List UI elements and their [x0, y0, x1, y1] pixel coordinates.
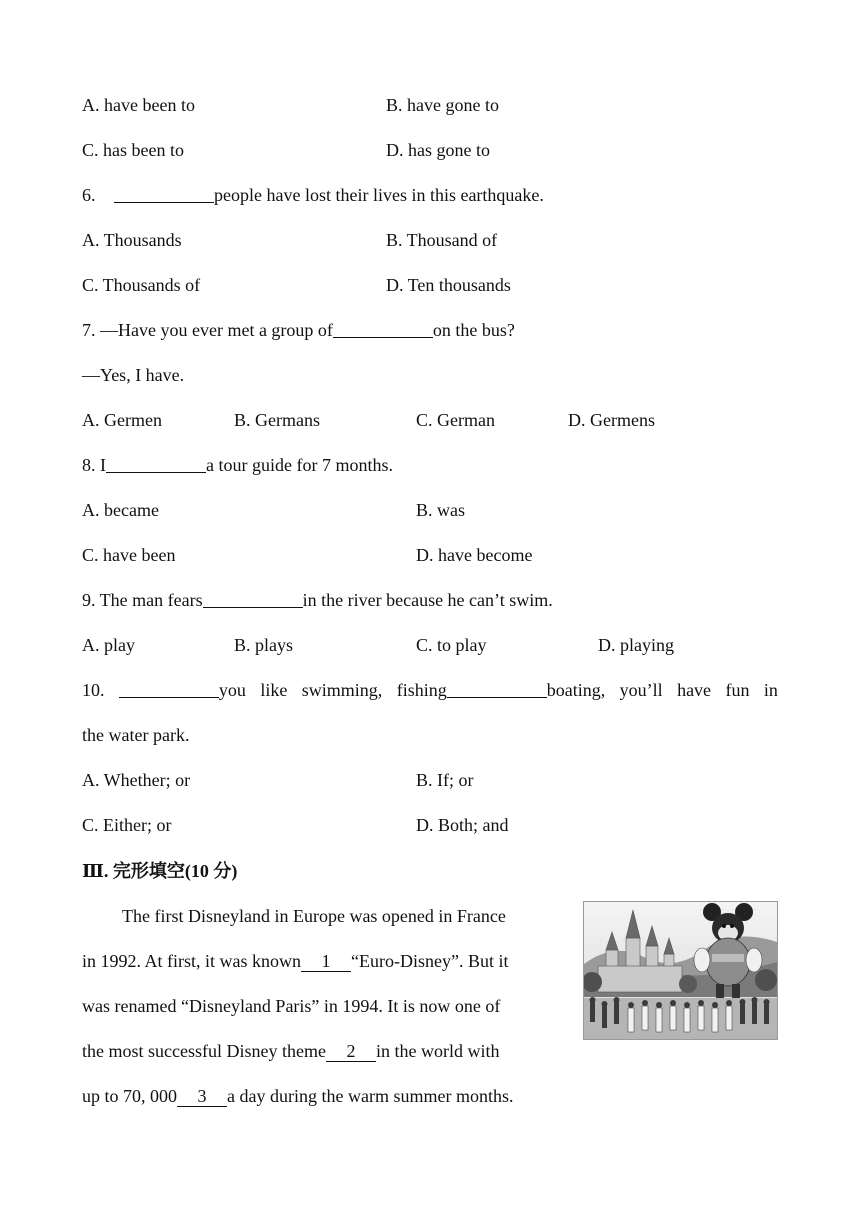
- q8-option-d: D. have become: [416, 545, 533, 565]
- q5-option-c: C. has been to: [82, 140, 184, 160]
- q9-stem: [82, 588, 553, 612]
- passage-text: a day during the warm summer months.: [227, 1086, 514, 1106]
- passage-text: in the world with: [375, 1041, 500, 1061]
- q10-word: you’ll: [619, 680, 663, 700]
- q10-word: fishing: [396, 680, 447, 700]
- disneyland-parade-photo: [583, 901, 778, 1040]
- q10-stem-line1: [82, 678, 778, 702]
- passage-text: “Euro-Disney”. But it: [351, 951, 509, 971]
- q7-blank: [333, 319, 433, 338]
- q7-stem: [82, 318, 515, 342]
- q8-option-b: B. was: [416, 500, 465, 520]
- passage-line-1: The first Disneyland in Europe was opened in France: [122, 906, 506, 926]
- q6-option-c: C. Thousands of: [82, 275, 201, 295]
- q7-option-c: C. German: [416, 410, 495, 430]
- q10-segment-2: [397, 678, 606, 702]
- cloze-blank-3: 3: [177, 1086, 227, 1107]
- q6-blank: [114, 184, 214, 203]
- q10-stem-line2: the water park.: [82, 725, 190, 745]
- q10-word: have: [677, 680, 712, 700]
- q9-option-b: B. plays: [234, 635, 294, 655]
- q10-word: fun: [725, 680, 750, 700]
- q10-word: swimming,: [301, 680, 383, 700]
- q8-option-c: C. have been: [82, 545, 176, 565]
- q10-word: like: [260, 680, 288, 700]
- passage-text: in 1992. At first, it was known: [82, 951, 301, 971]
- q7-option-b: B. Germans: [234, 410, 320, 430]
- q6-option-b: B. Thousand of: [386, 230, 498, 250]
- cloze-blank-2: 2: [326, 1041, 376, 1062]
- q5-option-a: A. have been to: [82, 95, 195, 115]
- q6-option-d: D. Ten thousands: [386, 275, 511, 295]
- q10-segment-1: [119, 678, 246, 702]
- q10-option-b: B. If; or: [416, 770, 474, 790]
- q10-word: boating,: [546, 680, 606, 700]
- q5-option-b: B. have gone to: [386, 95, 499, 115]
- q7-option-d: D. Germens: [568, 410, 655, 430]
- passage-line-3: was renamed “Disneyland Paris” in 1994. It is now one of: [82, 996, 501, 1016]
- q7-reply: —Yes, I have.: [82, 365, 185, 385]
- q10-option-d: D. Both; and: [416, 815, 509, 835]
- q9-option-a: A. play: [82, 635, 135, 655]
- q10-option-a: A. Whether; or: [82, 770, 191, 790]
- q6-number: 6.: [82, 185, 96, 205]
- q10-blank-1: [119, 679, 219, 698]
- q9-option-c: C. to play: [416, 635, 487, 655]
- passage-line-5: [82, 1084, 513, 1108]
- q8-stem: [82, 453, 393, 477]
- q10-option-c: C. Either; or: [82, 815, 172, 835]
- q7-option-a: A. Germen: [82, 410, 162, 430]
- cloze-blank-1: 1: [301, 951, 351, 972]
- q6-stem: [82, 183, 544, 207]
- passage-line-4: [82, 1039, 499, 1063]
- q6-option-a: A. Thousands: [82, 230, 182, 250]
- q10-word: you: [218, 680, 246, 700]
- q7-stem-post: on the bus?: [432, 320, 515, 340]
- section-heading: Ⅲ. 完形填空(10 分): [82, 861, 238, 881]
- q9-blank: [203, 589, 303, 608]
- q6-stem-text: people have lost their lives in this earthquake.: [214, 185, 544, 205]
- q9-stem-pre: 9. The man fears: [82, 590, 203, 610]
- q10-blank-2: [447, 679, 547, 698]
- q8-stem-post: a tour guide for 7 months.: [206, 455, 393, 475]
- q8-stem-pre: 8. I: [82, 455, 106, 475]
- q7-stem-pre: 7. —Have you ever met a group of: [82, 320, 333, 340]
- q8-blank: [106, 454, 206, 473]
- passage-text: up to 70, 000: [82, 1086, 178, 1106]
- passage-text: the most successful Disney theme: [82, 1041, 326, 1061]
- q9-option-d: D. playing: [598, 635, 674, 655]
- q9-stem-post: in the river because he can’t swim.: [302, 590, 553, 610]
- q5-option-d: D. has gone to: [386, 140, 490, 160]
- q8-option-a: A. became: [82, 500, 159, 520]
- q10-word: in: [763, 680, 778, 700]
- q10-number: 10.: [82, 680, 105, 700]
- passage-line-2: [82, 949, 508, 973]
